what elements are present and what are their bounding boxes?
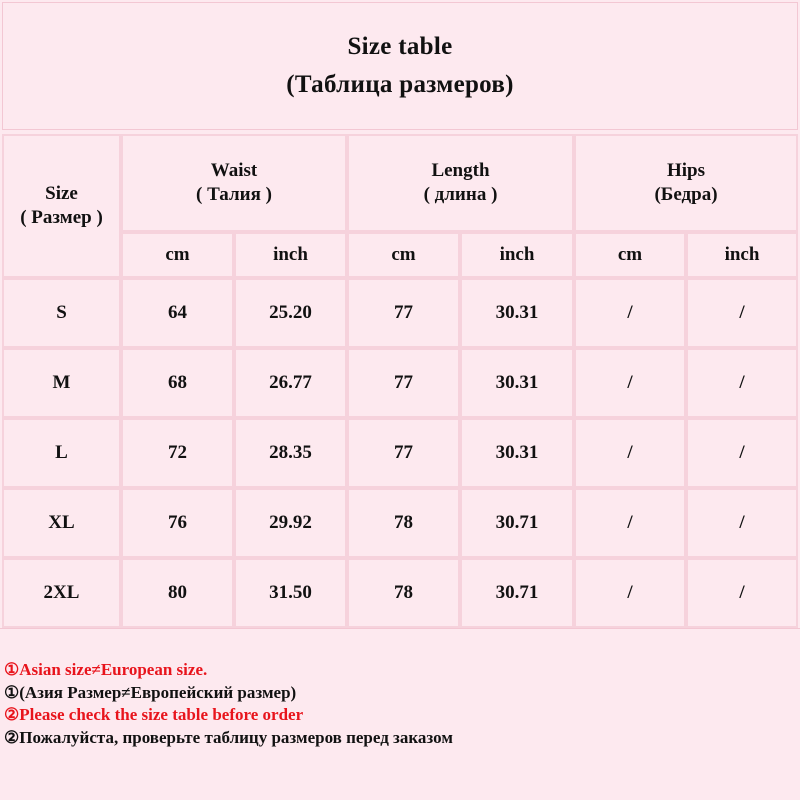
size-cell: S [2,278,121,348]
length-group-header [347,134,574,232]
size-cell: M [2,348,121,418]
note-line: ①Asian size≠European size. [4,660,208,679]
hips-inch-cell: / [686,418,798,488]
note-line: ①(Азия Размер≠Европейский размер) [4,682,297,702]
unit-header: inch [460,232,574,278]
waist-cm-cell: 72 [121,418,234,488]
title-block [2,2,798,130]
hips-inch-cell: / [686,278,798,348]
length-inch-cell: 30.71 [460,558,574,628]
length-inch-cell: 30.31 [460,348,574,418]
notes-section [0,628,800,800]
waist-cm-cell: 64 [121,278,234,348]
waist-inch-cell: 31.50 [234,558,347,628]
hips-group-header [574,134,798,232]
hips-cm-cell: / [574,278,686,348]
hips-inch-cell: / [686,488,798,558]
hips-header-label: Hips [666,160,706,181]
length-header-label-ru: ( длина ) [423,184,498,205]
waist-header-label-ru: ( Талия ) [196,184,272,205]
note-line: ②Please check the size table before order [4,705,304,724]
unit-header: cm [121,232,234,278]
hips-header-label-ru: (Бедра) [654,184,718,205]
hips-inch-cell: / [686,348,798,418]
waist-cm-cell: 76 [121,488,234,558]
length-cm-cell: 77 [347,278,460,348]
length-cm-cell: 77 [347,348,460,418]
waist-cm-cell: 68 [121,348,234,418]
length-inch-cell: 30.31 [460,418,574,488]
length-inch-cell: 30.71 [460,488,574,558]
size-column-header [2,134,121,278]
hips-cm-cell: / [574,348,686,418]
unit-header: cm [347,232,460,278]
hips-cm-cell: / [574,488,686,558]
hips-cm-cell: / [574,558,686,628]
unit-header: cm [574,232,686,278]
size-cell: L [2,418,121,488]
unit-header: inch [234,232,347,278]
page-title: Size table [347,33,453,60]
waist-inch-cell: 25.20 [234,278,347,348]
length-cm-cell: 78 [347,488,460,558]
waist-group-header [121,134,347,232]
size-cell: 2XL [2,558,121,628]
waist-inch-cell: 28.35 [234,418,347,488]
waist-cm-cell: 80 [121,558,234,628]
length-header-label: Length [431,160,490,181]
size-cell: XL [2,488,121,558]
waist-inch-cell: 26.77 [234,348,347,418]
waist-inch-cell: 29.92 [234,488,347,558]
hips-cm-cell: / [574,418,686,488]
size-header-label: Size [45,183,78,204]
length-inch-cell: 30.31 [460,278,574,348]
waist-header-label: Waist [210,160,258,181]
note-line: ②Пожалуйста, проверьте таблицу размеров перед заказом [4,727,453,747]
length-cm-cell: 77 [347,418,460,488]
hips-inch-cell: / [686,558,798,628]
unit-header: inch [686,232,798,278]
length-cm-cell: 78 [347,558,460,628]
page-subtitle: (Таблица размеров) [286,71,514,98]
size-header-label-ru: ( Размер ) [20,207,103,228]
